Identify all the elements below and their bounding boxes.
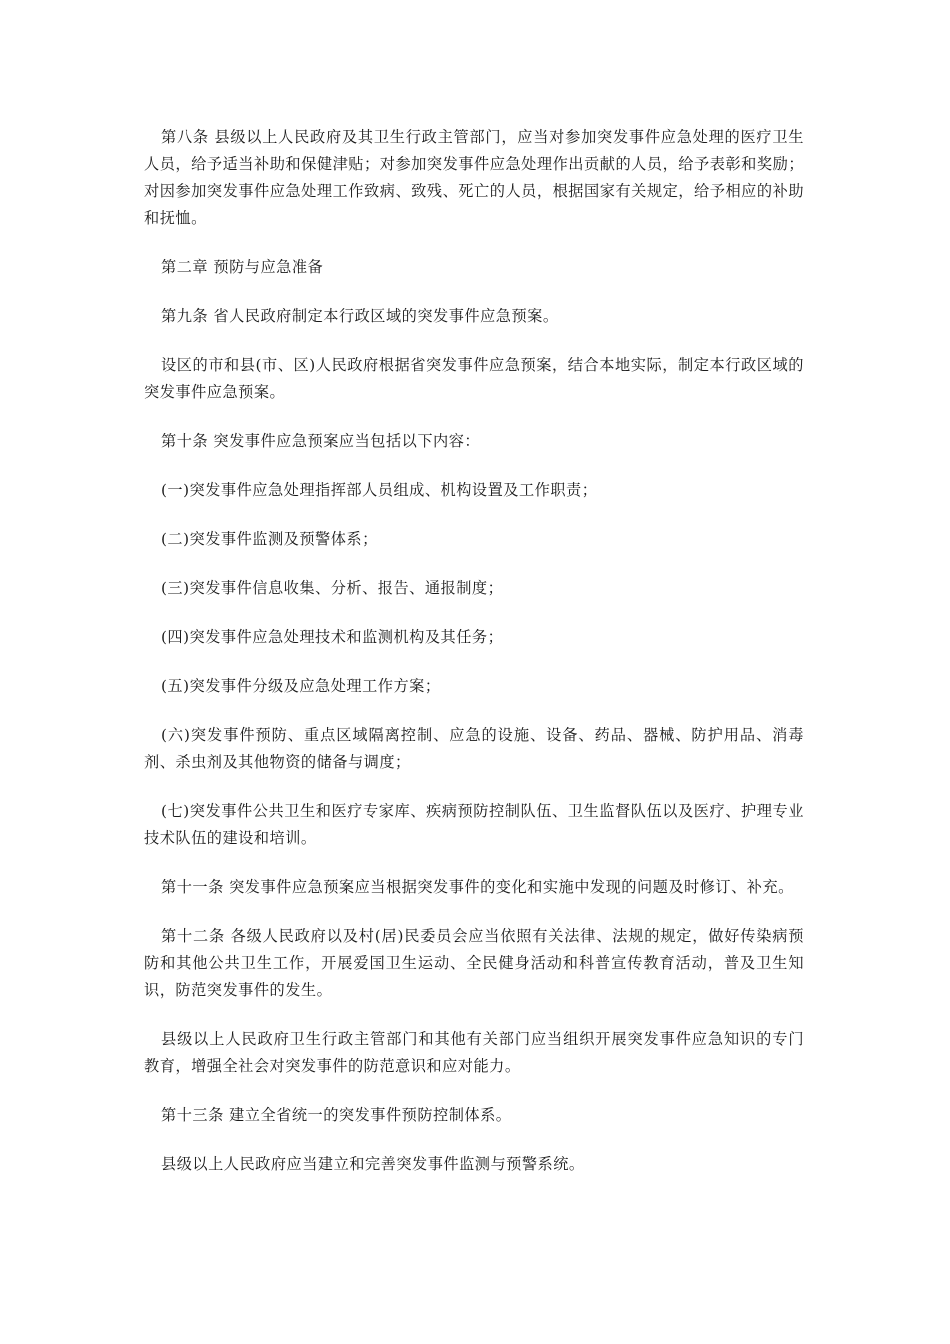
- article-12-clause-2: 县级以上人民政府卫生行政主管部门和其他有关部门应当组织开展突发事件应急知识的专门教育，增强全社会对突发事件的防范意识和应对能力。: [144, 1030, 804, 1075]
- article-10-paragraph: 第十条 突发事件应急预案应当包括以下内容：: [161, 432, 481, 450]
- document-body: [144, 124, 804, 1200]
- article-10-item-3: (三)突发事件信息收集、分析、报告、通报制度；: [161, 579, 504, 597]
- article-10-item-7: (七)突发事件公共卫生和医疗专家库、疾病预防控制队伍、卫生监督队伍以及医疗、护理专业技术队伍的建设和培训。: [144, 802, 804, 847]
- article-10-item-2: (二)突发事件监测及预警体系；: [161, 530, 378, 548]
- article-9-clause-2: 设区的市和县(市、区)人民政府根据省突发事件应急预案，结合本地实际，制定本行政区域的突发事件应急预案。: [144, 356, 804, 401]
- article-12-paragraph: 第十二条 各级人民政府以及村(居)民委员会应当依照有关法律、法规的规定，做好传染病预防和其他公共卫生工作，开展爱国卫生运动、全民健身活动和科普宣传教育活动，普及卫生知识，防范突发事件的发生。: [144, 927, 804, 999]
- article-8-paragraph: 第八条 县级以上人民政府及其卫生行政主管部门，应当对参加突发事件应急处理的医疗卫生人员，给予适当补助和保健津贴；对参加突发事件应急处理作出贡献的人员，给予表彰和奖励；对因参加突发事件应急处理工作致病、致残、死亡的人员，根据国家有关规定，给予相应的补助和抚恤。: [144, 128, 804, 227]
- article-10-item-5: (五)突发事件分级及应急处理工作方案；: [161, 677, 441, 695]
- article-11-paragraph: 第十一条 突发事件应急预案应当根据突发事件的变化和实施中发现的问题及时修订、补充。: [161, 878, 794, 896]
- article-10-item-6: (六)突发事件预防、重点区域隔离控制、应急的设施、设备、药品、器械、防护用品、消毒剂、杀虫剂及其他物资的储备与调度；: [144, 726, 804, 771]
- article-13-clause-2: 县级以上人民政府应当建立和完善突发事件监测与预警系统。: [161, 1155, 585, 1173]
- article-13-paragraph: 第十三条 建立全省统一的突发事件预防控制体系。: [161, 1106, 512, 1124]
- article-9-paragraph: 第九条 省人民政府制定本行政区域的突发事件应急预案。: [161, 307, 559, 325]
- article-10-item-4: (四)突发事件应急处理技术和监测机构及其任务；: [161, 628, 504, 646]
- article-10-item-1: (一)突发事件应急处理指挥部人员组成、机构设置及工作职责；: [161, 481, 598, 499]
- chapter-2-heading: 第二章 预防与应急准备: [161, 258, 324, 276]
